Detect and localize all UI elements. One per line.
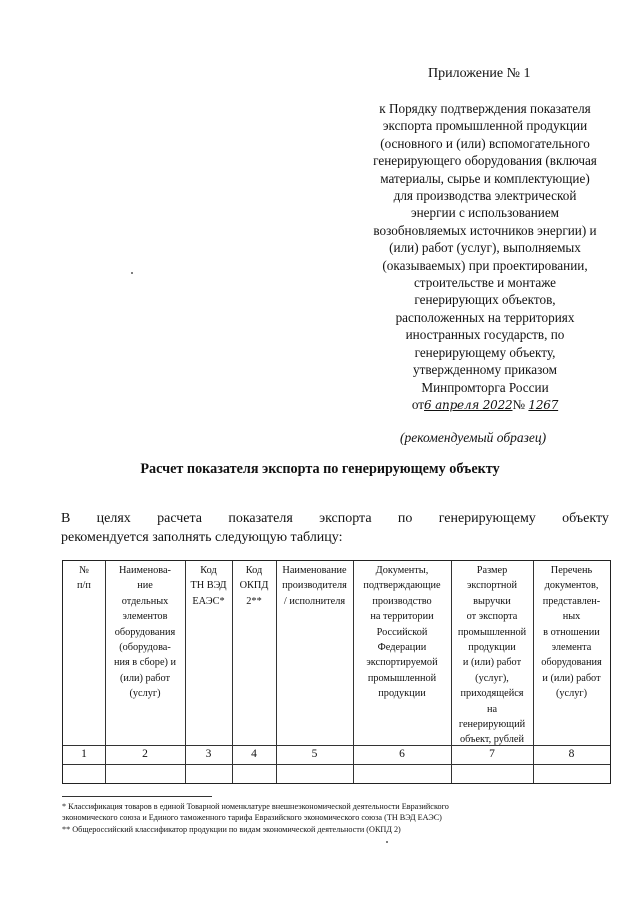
intro-word: показателя bbox=[228, 511, 293, 526]
order-date-line bbox=[336, 396, 634, 414]
column-number: 3 bbox=[205, 748, 212, 760]
header-cell-tnved: Код ТН ВЭД ЕАЭС* bbox=[190, 565, 227, 607]
date-prefix: от bbox=[411, 396, 425, 412]
intro-word: объекту bbox=[562, 511, 609, 526]
header-cell-number: № п/п bbox=[77, 565, 91, 592]
order-line: для производства электрической bbox=[393, 188, 577, 204]
intro-word: В bbox=[61, 511, 71, 526]
order-line: материалы, сырье и комплектующие) bbox=[380, 170, 590, 186]
order-line: к Порядку подтверждения показателя bbox=[379, 101, 591, 116]
intro-word: расчета bbox=[157, 511, 203, 526]
order-line: экспорта промышленной продукции bbox=[382, 118, 588, 134]
order-line: расположенных на территориях bbox=[395, 309, 575, 325]
intro-word: генерирующему bbox=[438, 511, 536, 526]
handwritten-number: 1267 bbox=[528, 397, 559, 412]
column-number: 6 bbox=[399, 748, 405, 760]
header-cell-revenue: Размер экспортной выручки от экспорта промышленной продукции и (или) работ (услуг), приходящейся на генерирующий объект, рублей bbox=[457, 565, 527, 746]
header-cell-document-list: Перечень документов, представлен- ных в отношении элемента оборудования и (или) работ (услуг) bbox=[541, 565, 602, 700]
order-line: Минпромторга России bbox=[421, 379, 549, 395]
scan-speck bbox=[386, 841, 388, 843]
order-line: утвержденному приказом bbox=[413, 362, 557, 378]
footnote-line: ** Общероссийский классификатор продукции по видам экономической деятельности (ОКПД 2) bbox=[62, 824, 401, 834]
scan-speck bbox=[131, 272, 133, 274]
intro-word: экспорта bbox=[319, 511, 372, 526]
column-number: 1 bbox=[81, 748, 87, 760]
column-number: 2 bbox=[142, 748, 148, 760]
header-cell-documents: Документы, подтверждающие производство на территории Российской Федерации экспортируемой промышленной продукции bbox=[363, 565, 441, 700]
header-cell-okpd: Код ОКПД 2** bbox=[239, 565, 269, 607]
intro-line-1 bbox=[61, 509, 609, 528]
order-line: генерирующему объекту, bbox=[414, 344, 556, 360]
footnote-line: * Классификация товаров в единой Товарной номенклатуре внешнеэкономической деятельности Евразийского bbox=[62, 802, 449, 811]
sample-label: (рекомендуемый образец) bbox=[400, 430, 547, 445]
header-cell-manufacturer: Наименование производителя / исполнителя bbox=[282, 565, 347, 607]
order-line: иностранных государств, по bbox=[405, 327, 565, 343]
column-number: 7 bbox=[489, 748, 495, 760]
column-number: 8 bbox=[568, 748, 575, 760]
order-line: (основного и (или) вспомогательного bbox=[380, 135, 590, 151]
order-line: генерирующих объектов, bbox=[414, 292, 556, 308]
number-prefix: № bbox=[512, 396, 526, 412]
footnotes bbox=[62, 801, 607, 835]
order-line: (или) работ (услуг), выполняемых bbox=[389, 240, 581, 256]
footnote-line: экономического союза и Единого таможенного тарифа Евразийского экономического союза (ТН ВЭД ЕАЭС) bbox=[62, 813, 442, 823]
export-table bbox=[62, 560, 611, 784]
row-divider bbox=[63, 764, 610, 765]
appendix-title: Приложение № 1 bbox=[428, 66, 531, 81]
intro-paragraph bbox=[61, 509, 609, 547]
column-number: 5 bbox=[311, 748, 318, 760]
order-reference bbox=[336, 100, 634, 414]
order-line: энергии с использованием bbox=[410, 205, 560, 221]
order-line: возобновляемых источников энергии) и bbox=[373, 222, 597, 238]
intro-word: целях bbox=[96, 511, 131, 526]
document-title: Расчет показателя экспорта по генерирующему объекту bbox=[140, 461, 500, 477]
column-number: 4 bbox=[251, 748, 257, 760]
handwritten-date: 6 апреля 2022 bbox=[424, 397, 513, 412]
order-line: генерирующего оборудования (включая bbox=[373, 153, 597, 169]
intro-word: по bbox=[397, 511, 413, 526]
order-line: строительстве и монтаже bbox=[413, 275, 557, 291]
footnote-separator bbox=[62, 796, 212, 797]
order-line: (оказываемых) при проектировании, bbox=[382, 257, 588, 273]
intro-line-2: рекомендуется заполнять следующую таблицу: bbox=[61, 530, 343, 545]
header-cell-element-name: Наименова- ние отдельных элементов оборудования (оборудова- ния в сборе) и (или) работ (услуг) bbox=[113, 565, 177, 700]
